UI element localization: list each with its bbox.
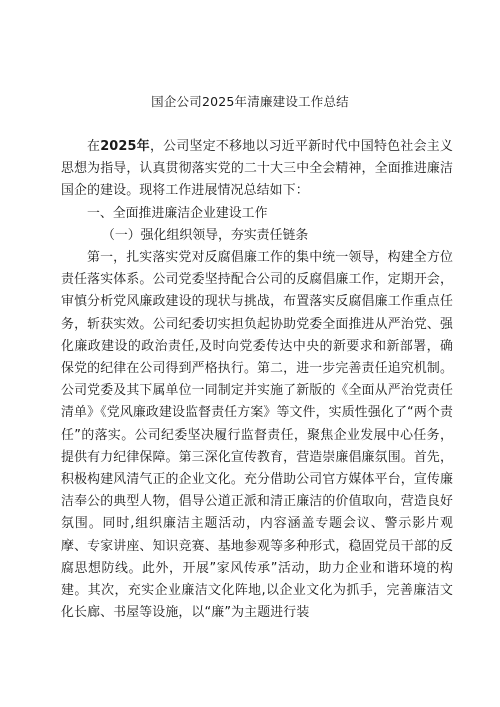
intro-text: ，公司坚定不移地以习近平新时代中国特色社会主义思想为指导，认真贯彻落实党的二十大三中全会精神，全面推进廉洁国企的建设。现将工作进展情况总结如下： [61, 139, 453, 199]
document-title: 国企公司2025年清廉建设工作总结 [151, 94, 349, 109]
section-heading: 一、全面推进廉洁企业建设工作 [87, 205, 268, 221]
document-body [61, 136, 453, 624]
body-paragraph: 第一，扎实落实党对反腐倡廉工作的集中统一领导，构建全方位责任落实体系。公司党委坚持配合公司的反腐倡廉工作，定期开会，审慎分析党风廉政建设的现状与挑战，布置落实反腐倡廉工作重点任务，斩获实效。公司纪委切实担负起协助党委全面推进从严治党、强化廉政建设的政治责任,及时向党委传达中央的新要求和新部署，确保党的纪律在公司得到严格执行。第二，进一步完善责任追究机制。公司党委及其下属单位一同制定并实施了新版的《全面从严治党责任清单》《党风廉政建设监督责任方案》等文件，实质性强化了“两个责任”的落实。公司纪委坚决履行监督责任，聚焦企业发展中心任务，提供有力纪律保障。第三深化宣传教育，营造崇廉倡廉氛围。首先，积极构建风清气正的企业文化。充分借助公司官方媒体平台，宣传廉洁奉公的典型人物，倡导公道正派和清正廉洁的价值取向，营造良好氛围。同时,组织廉洁主题活动，内容涵盖专题会议、警示影片观摩、专家讲座、知识竞赛、基地参观等多种形式，稳固党员干部的反腐思想防线。此外，开展”家风传承”活动，助力企业和谐环境的构建。其次，充实企业廉洁文化阵地,以企业文化为抓手，完善廉洁文化长廊、书屋等设施，以“廉”为主题进行装 [61, 250, 453, 621]
subsection-heading: （一）强化组织领导，夯实责任链条 [102, 227, 309, 243]
intro-prefix: 在 [87, 139, 101, 154]
intro-paragraph [61, 136, 453, 203]
intro-year: 2025年 [100, 139, 150, 154]
